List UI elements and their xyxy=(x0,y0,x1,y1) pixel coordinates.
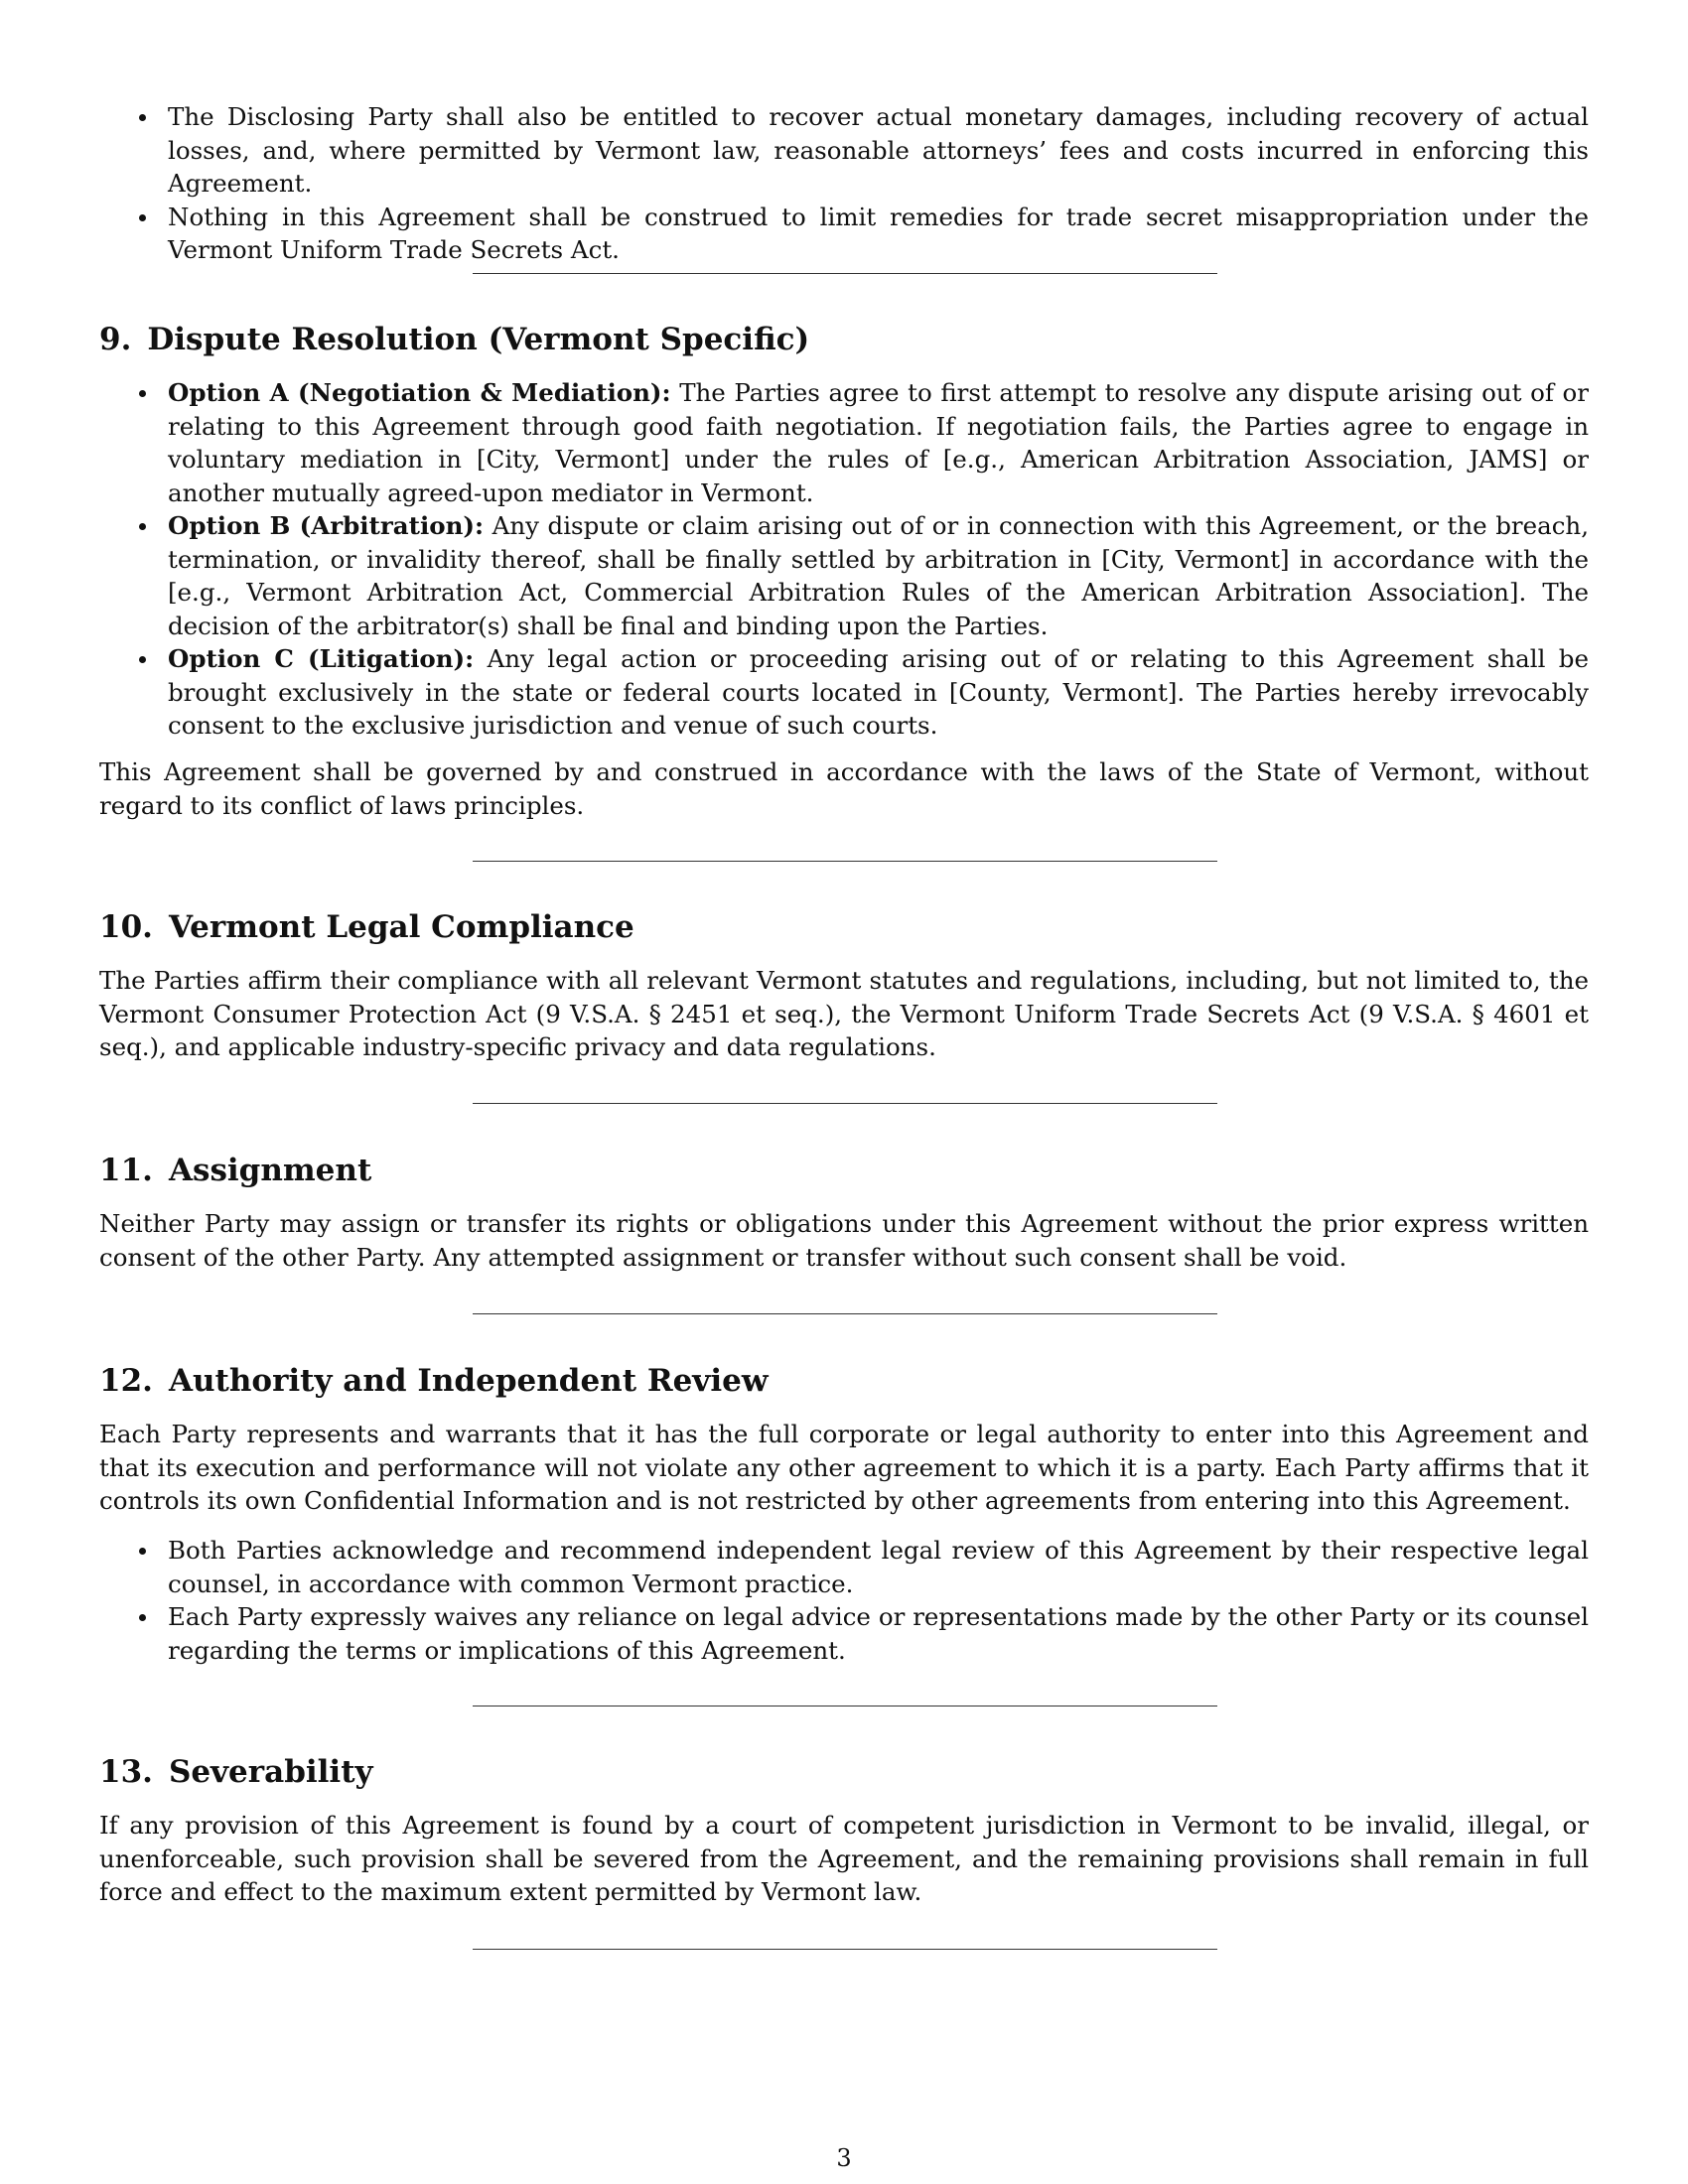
bullet-icon xyxy=(139,1614,146,1621)
severability-paragraph: If any provision of this Agreement is found by a court of competent jurisdiction in Vermont to be invalid, illegal, or unenforceable, such provision shall be severed from the Agreement, and the remaining provisions shall remain in full force and effect to the maximum extent permitted by Vermont law. xyxy=(99,1811,1589,1906)
section-number: 12. xyxy=(99,1363,153,1399)
bullet-icon xyxy=(139,390,146,397)
list-item: Both Parties acknowledge and recommend independent legal review of this Agreement by their respective legal counsel, in accordance with common Vermont practice. xyxy=(99,1534,1589,1600)
section-title: Vermont Legal Compliance xyxy=(168,909,634,945)
section-divider xyxy=(473,1103,1217,1104)
section-divider xyxy=(473,1313,1217,1314)
section-divider xyxy=(473,273,1217,274)
section-title: Assignment xyxy=(168,1153,372,1188)
bullet-icon xyxy=(139,1548,146,1555)
list-item: Each Party expressly waives any reliance on legal advice or representations made by the other Party or its counsel regarding the terms or implications of this Agreement. xyxy=(99,1600,1589,1667)
section-13-heading xyxy=(99,1752,1589,1792)
section-divider xyxy=(473,861,1217,862)
authority-paragraph: Each Party represents and warrants that it has the full corporate or legal authority to enter into this Agreement and that its execution and performance will not violate any other agreement to which it is a party. Each Party affirms that it controls its own Confidential Information and is not restricted by other agreements from entering into this Agreement. xyxy=(99,1420,1589,1515)
section-11-heading xyxy=(99,1151,1589,1190)
dispute-options-list xyxy=(99,376,1589,743)
list-item: Option A (Negotiation & Mediation): The Parties agree to first attempt to resolve any dispute arising out of or relating to this Agreement through good faith negotiation. If negotiation fails, the Parties agree to engage in voluntary mediation in [City, Vermont] under the rules of [e.g., American Arbitration Association, JAMS] or another mutually agreed-upon mediator in Vermont. xyxy=(99,376,1589,509)
assignment-paragraph: Neither Party may assign or transfer its rights or obligations under this Agreement without the prior express written consent of the other Party. Any attempted assignment or transfer without such consent shall be void. xyxy=(99,1209,1589,1272)
section-10-heading xyxy=(99,907,1589,947)
list-item: Option B (Arbitration): Any dispute or claim arising out of or in connection with this Agreement, or the breach, termination, or invalidity thereof, shall be finally settled by arbitration in [City, Vermont] in accordance with the [e.g., Vermont Arbitration Act, Commercial Arbitration Rules of the American Arbitration Association]. The decision of the arbitrator(s) shall be final and binding upon the Parties. xyxy=(99,509,1589,642)
list-item: Nothing in this Agreement shall be construed to limit remedies for trade secret misappropriation under the Vermont Uniform Trade Secrets Act. xyxy=(99,201,1589,267)
bullet-icon xyxy=(139,656,146,663)
list-item: The Disclosing Party shall also be entitled to recover actual monetary damages, including recovery of actual losses, and, where permitted by Vermont law, reasonable attorneys’ fees and costs incurred in enforcing this Agreement. xyxy=(99,100,1589,201)
governing-law-paragraph: This Agreement shall be governed by and construed in accordance with the laws of the State of Vermont, without regard to its conflict of laws principles. xyxy=(99,757,1589,820)
option-label: Option B (Arbitration): xyxy=(168,511,485,540)
bullet-icon xyxy=(139,523,146,530)
list-item: Option C (Litigation): Any legal action or proceeding arising out of or relating to this Agreement shall be brought exclusively in the state or federal courts located in [County, Vermont]. The Parties hereby irrevocably consent to the exclusive jurisdiction and venue of such courts. xyxy=(99,642,1589,743)
option-label: Option A (Negotiation & Mediation): xyxy=(168,378,671,407)
section-9-heading xyxy=(99,320,1589,359)
section-title: Severability xyxy=(168,1754,373,1790)
section-number: 10. xyxy=(99,909,153,945)
section-title: Dispute Resolution (Vermont Specific) xyxy=(147,322,810,357)
bullet-icon xyxy=(139,214,146,221)
section-12-heading xyxy=(99,1361,1589,1401)
bullet-icon xyxy=(139,114,146,121)
page-number: 3 xyxy=(836,2144,852,2172)
option-label: Option C (Litigation): xyxy=(168,644,475,673)
section-number: 13. xyxy=(99,1754,153,1790)
section-number: 9. xyxy=(99,322,132,357)
remedies-bullet-list xyxy=(99,100,1589,267)
compliance-paragraph: The Parties affirm their compliance with all relevant Vermont statutes and regulations, including, but not limited to, the Vermont Consumer Protection Act (9 V.S.A. § 2451 et seq.), the Vermont Uniform Trade Secrets Act (9 V.S.A. § 4601 et seq.), and applicable industry-specific privacy and data regulations. xyxy=(99,966,1589,1061)
section-divider xyxy=(473,1949,1217,1950)
review-bullet-list xyxy=(99,1534,1589,1667)
section-number: 11. xyxy=(99,1153,153,1188)
section-title: Authority and Independent Review xyxy=(168,1363,769,1399)
